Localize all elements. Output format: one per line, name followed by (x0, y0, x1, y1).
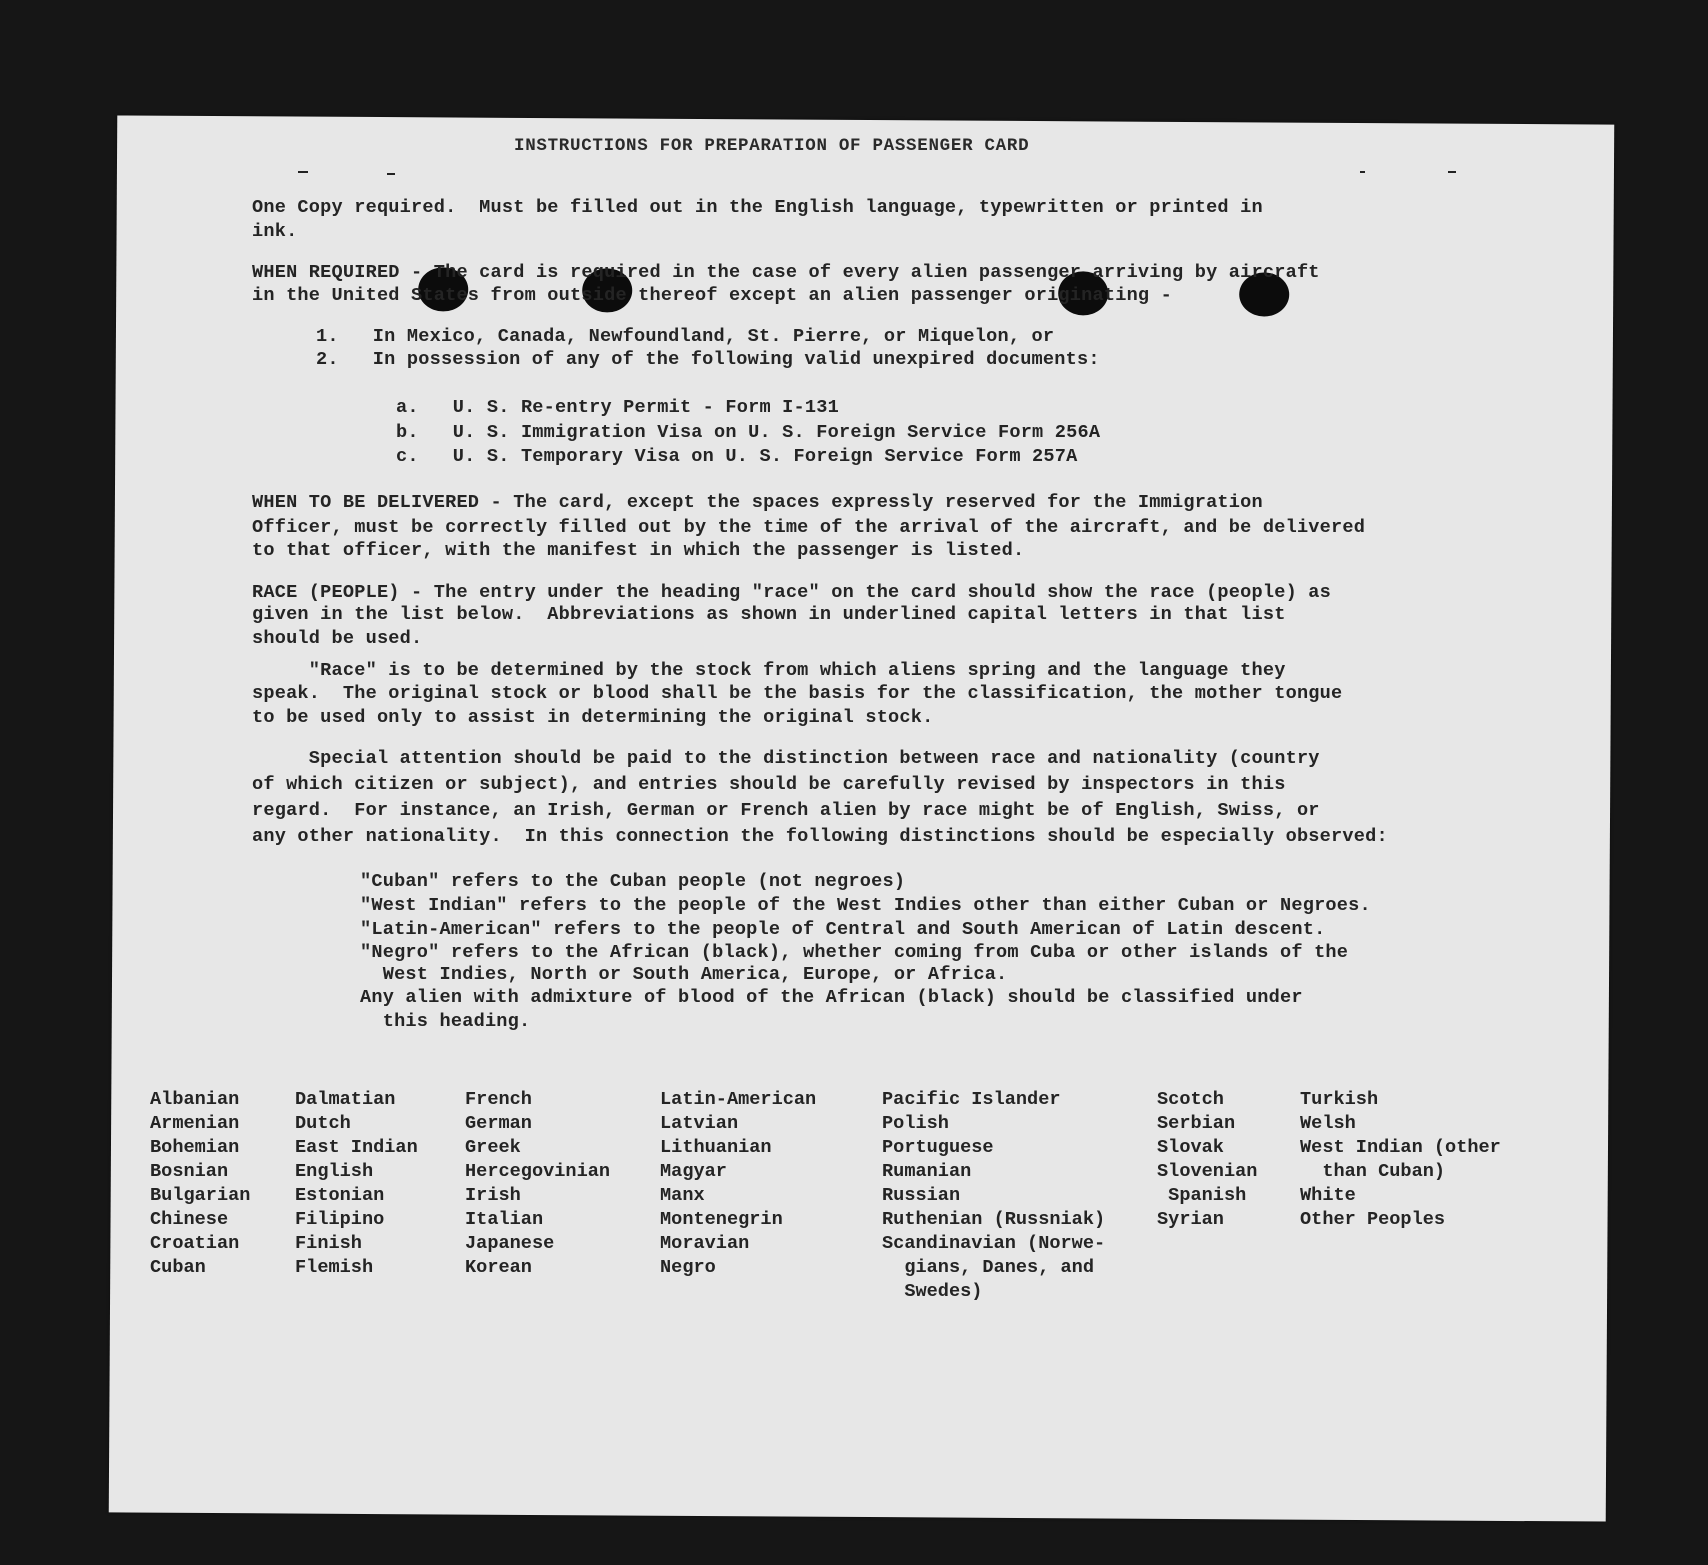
race-people-line-2: given in the list below. Abbreviations as shown in underlined capital letters in that list (252, 604, 1286, 625)
race-list-col-1 (150, 1088, 250, 1280)
special-attention-line-2: of which citizen or subject), and entries should be carefully revised by inspectors in this (252, 774, 1286, 795)
race-entry: Italian (465, 1209, 544, 1230)
race-entry: Finish (295, 1233, 362, 1254)
lettered-item-b: b. U. S. Immigration Visa on U. S. Foreign Service Form 256A (396, 422, 1101, 443)
race-entry: Montenegrin (660, 1209, 783, 1230)
when-delivered-line-1: WHEN TO BE DELIVERED - The card, except the spaces expressly reserved for the Immigration (252, 492, 1263, 513)
race-determined-line-1: "Race" is to be determined by the stock from which aliens spring and the language they (252, 660, 1286, 681)
when-delivered-line-3: to that officer, with the manifest in which the passenger is listed. (252, 540, 1025, 561)
race-entry: Flemish (295, 1257, 374, 1278)
race-entry: German (465, 1113, 532, 1134)
distinction-line-3: "Latin-American" refers to the people of Central and South American of Latin descent. (360, 919, 1326, 940)
when-required-line-1: WHEN REQUIRED - The card is required in the case of every alien passenger arriving by aircraft (252, 262, 1320, 283)
race-entry: Portuguese (882, 1137, 994, 1158)
special-attention-line-4: any other nationality. In this connection the following distinctions should be especially observed: (252, 826, 1388, 847)
distinction-line-7: this heading. (360, 1011, 531, 1032)
race-entry: Hercegovinian (465, 1161, 611, 1182)
race-entry: Syrian (1157, 1209, 1224, 1230)
distinction-line-6: Any alien with admixture of blood of the African (black) should be classified under (360, 987, 1303, 1008)
scan-speck (387, 173, 395, 175)
race-entry: White (1300, 1185, 1356, 1206)
race-entry: Albanian (150, 1089, 240, 1110)
race-entry: Greek (465, 1137, 521, 1158)
race-entry: Turkish (1300, 1089, 1379, 1110)
race-determined-line-2: speak. The original stock or blood shall be the basis for the classification, the mother tongue (252, 683, 1343, 704)
race-entry: Welsh (1300, 1113, 1356, 1134)
race-entry: Polish (882, 1113, 949, 1134)
when-delivered-line-2: Officer, must be correctly filled out by the time of the arrival of the aircraft, and be delivered (252, 517, 1366, 538)
race-list-col-3 (465, 1088, 610, 1280)
distinction-line-4: "Negro" refers to the African (black), whether coming from Cuba or other islands of the (360, 942, 1349, 963)
race-entry: Moravian (660, 1233, 750, 1254)
race-entry: Ruthenian (Russniak) (882, 1209, 1106, 1230)
race-entry: Latvian (660, 1113, 739, 1134)
race-list-col-5 (882, 1088, 1105, 1304)
scan-speck (1448, 171, 1456, 173)
race-entry: Dalmatian (295, 1089, 396, 1110)
race-entry: than Cuban) (1300, 1161, 1446, 1182)
race-list-col-4 (660, 1088, 816, 1280)
lettered-item-a: a. U. S. Re-entry Permit - Form I-131 (396, 397, 839, 418)
document-title: INSTRUCTIONS FOR PREPARATION OF PASSENGER CARD (514, 136, 1030, 156)
intro-line-1: One Copy required. Must be filled out in the English language, typewritten or printed in (252, 197, 1263, 218)
race-entry: French (465, 1089, 532, 1110)
when-required-line-2: in the United States from outside thereof except an alien passenger originating - (252, 285, 1173, 306)
race-entry: Irish (465, 1185, 521, 1206)
numbered-item-2: 2. In possession of any of the following valid unexpired documents: (316, 349, 1100, 370)
numbered-item-1: 1. In Mexico, Canada, Newfoundland, St. Pierre, or Miquelon, or (316, 326, 1055, 347)
lettered-item-c: c. U. S. Temporary Visa on U. S. Foreign Service Form 257A (396, 446, 1078, 467)
race-entry: Cuban (150, 1257, 206, 1278)
race-entry: Croatian (150, 1233, 240, 1254)
race-entry: Serbian (1157, 1113, 1236, 1134)
race-entry: West Indian (other (1300, 1137, 1501, 1158)
race-entry: Korean (465, 1257, 532, 1278)
race-entry: Lithuanian (660, 1137, 772, 1158)
race-entry: Japanese (465, 1233, 555, 1254)
race-people-line-1: RACE (PEOPLE) - The entry under the heading "race" on the card should show the race (people) as (252, 582, 1332, 603)
race-entry: gians, Danes, and (882, 1257, 1095, 1278)
race-entry: Swedes) (882, 1281, 983, 1302)
race-entry: Slovak (1157, 1137, 1224, 1158)
race-entry: Russian (882, 1185, 961, 1206)
race-list-col-6 (1157, 1088, 1257, 1232)
distinction-line-5: West Indies, North or South America, Europe, or Africa. (360, 964, 1008, 985)
distinction-line-1: "Cuban" refers to the Cuban people (not negroes) (360, 871, 906, 892)
race-entry: Chinese (150, 1209, 229, 1230)
race-entry: East Indian (295, 1137, 418, 1158)
race-entry: Armenian (150, 1113, 240, 1134)
race-entry: Scotch (1157, 1089, 1224, 1110)
intro-line-2: ink. (252, 221, 298, 242)
race-entry: Dutch (295, 1113, 351, 1134)
special-attention-line-3: regard. For instance, an Irish, German or French alien by race might be of English, Swiss, or (252, 800, 1320, 821)
race-list-col-7 (1300, 1088, 1501, 1232)
race-entry: Filipino (295, 1209, 385, 1230)
race-entry: Estonian (295, 1185, 385, 1206)
special-attention-line-1: Special attention should be paid to the distinction between race and nationality (country (252, 748, 1320, 769)
scan-speck (298, 171, 308, 173)
race-entry: Manx (660, 1185, 705, 1206)
race-entry: Other Peoples (1300, 1209, 1446, 1230)
race-entry: Scandinavian (Norwe- (882, 1233, 1106, 1254)
race-determined-line-3: to be used only to assist in determining the original stock. (252, 707, 934, 728)
race-entry: English (295, 1161, 374, 1182)
scan-speck (1360, 171, 1365, 173)
race-entry: Pacific Islander (882, 1089, 1061, 1110)
race-entry: Bohemian (150, 1137, 240, 1158)
race-entry: Spanish (1157, 1185, 1247, 1206)
distinction-line-2: "West Indian" refers to the people of the West Indies other than either Cuban or Negroes. (360, 895, 1371, 916)
race-entry: Slovenian (1157, 1161, 1258, 1182)
race-entry: Bulgarian (150, 1185, 251, 1206)
race-entry: Rumanian (882, 1161, 972, 1182)
race-people-line-3: should be used. (252, 628, 423, 649)
race-entry: Negro (660, 1257, 716, 1278)
race-entry: Latin-American (660, 1089, 817, 1110)
race-entry: Magyar (660, 1161, 727, 1182)
race-list-col-2 (295, 1088, 418, 1280)
race-entry: Bosnian (150, 1161, 229, 1182)
